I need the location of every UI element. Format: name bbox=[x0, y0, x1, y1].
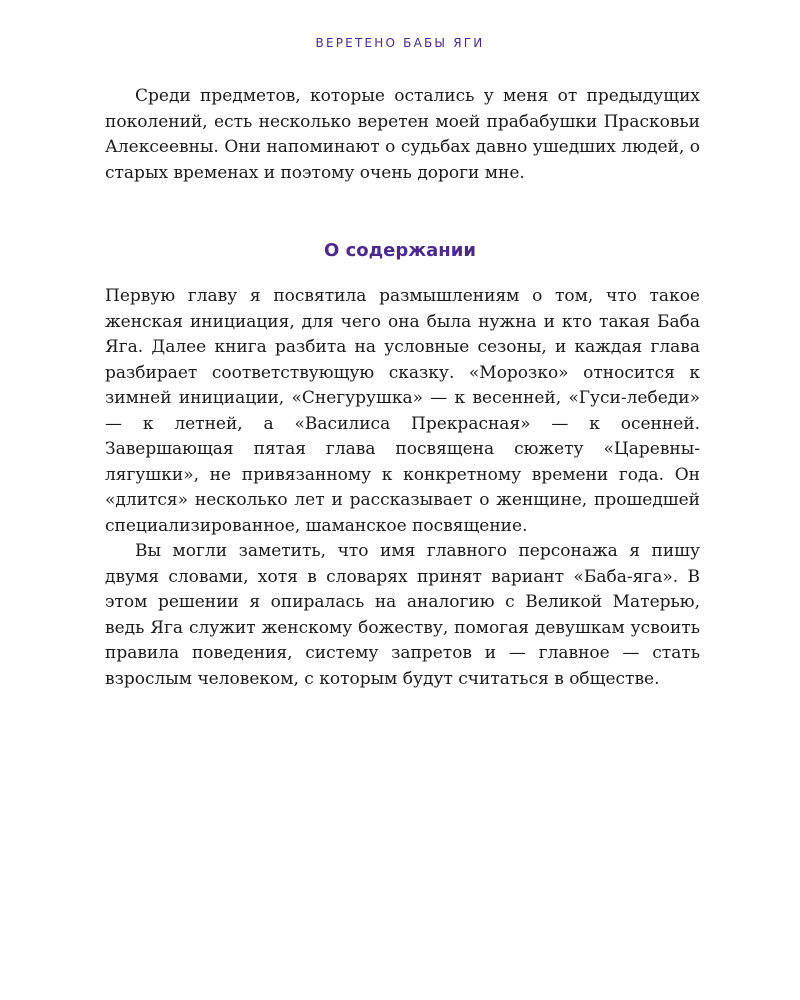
section-heading: О содержании bbox=[324, 240, 476, 261]
intro-block bbox=[105, 84, 700, 186]
section-body bbox=[105, 284, 700, 692]
intro-paragraph: Среди предметов, которые остались у меня от предыдущих поколений, есть несколько веретен моей прабабушки Прасковьи Алексеевны. Они напоминают о судьбах давно ушедших людей, о старых временах и поэтому очень дороги мне. bbox=[105, 86, 700, 183]
section-paragraph-2: Вы могли заметить, что имя главного персонажа я пишу двумя словами, хотя в словарях принят вариант «Баба-яга». В этом решении я опиралась на аналогию с Великой Матерью, ведь Яга служит женскому божеству, помогая девушкам усвоить правила поведения, систему запретов и — главное — стать взрослым человеком, с которым будут считаться в обществе. bbox=[105, 541, 700, 689]
running-header: ВЕРЕТЕНО БАБЫ ЯГИ bbox=[315, 36, 485, 50]
section-paragraph-1: Первую главу я посвятила размышлениям о том, что такое женская инициация, для чего она была нужна и кто такая Баба Яга. Далее книга разбита на условные сезоны, и каждая глава разбирает соответствующую сказку. «Морозко» относится к зимней инициации, «Снегурушка» — к весенней, «Гуси-лебеди» — к летней, а «Василиса Прекрасная» — к осенней. Завершающая пятая глава посвящена сюжету «Царевны-лягушки», не привязанному к конкретному времени года. Он «длится» несколько лет и рассказывает о женщине, прошедшей специализированное, шаманское посвящение. bbox=[105, 286, 700, 536]
